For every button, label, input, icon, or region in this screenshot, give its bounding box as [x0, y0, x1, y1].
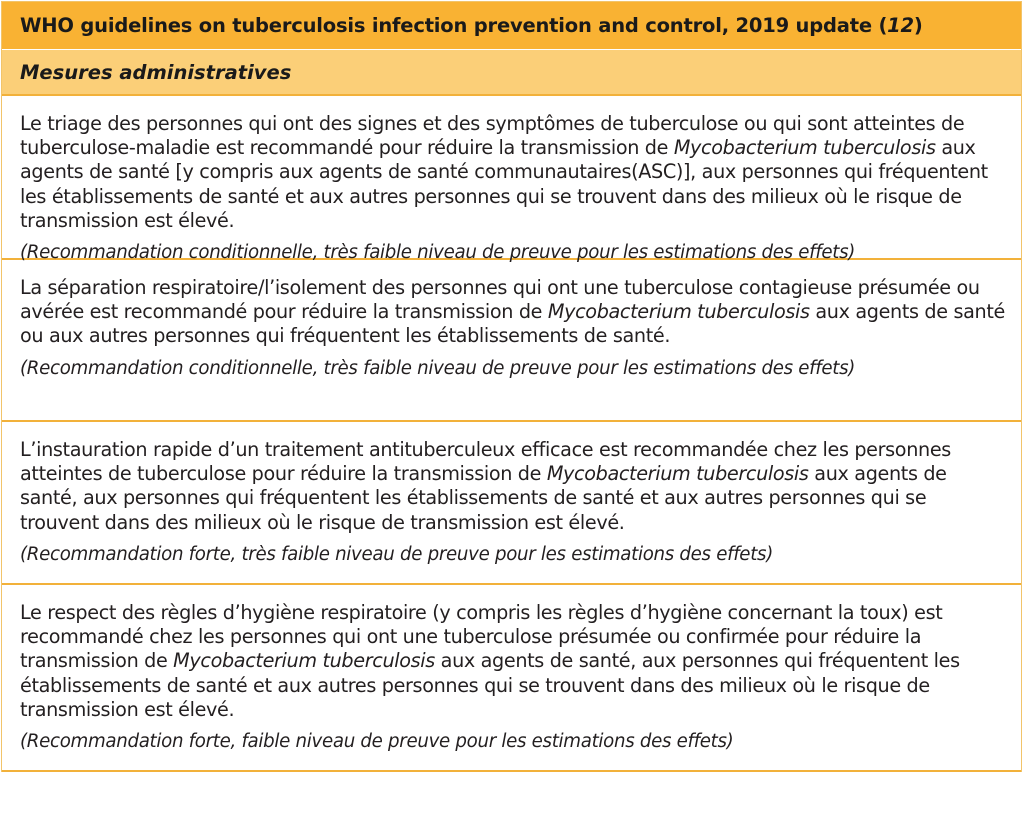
table-title-text: WHO guidelines on tuberculosis infection prevention and control, 2019 update (: [20, 14, 888, 37]
recommendation-text: [20, 438, 1005, 535]
reference-number: 12: [887, 14, 914, 37]
recommendation-text-part: aux agents de santé [y compris aux agents de santé communautaires(ASC)], aux personnes qui fréquentent les établissements de santé et aux autres personnes qui se trouvent dans des milieux où le risque de transmission est élevé.: [20, 136, 988, 232]
recommendation-text: [20, 601, 1005, 722]
organism-name: Mycobacterium tuberculosis: [673, 136, 936, 160]
organism-name: Mycobacterium tuberculosis: [546, 462, 809, 486]
recommendation-grade: (Recommandation conditionnelle, très faible niveau de preuve pour les estimations des effets): [20, 242, 856, 264]
recommendation-grade: (Recommandation forte, très faible niveau de preuve pour les estimations des effets): [20, 543, 774, 565]
organism-name: Mycobacterium tuberculosis: [173, 649, 435, 673]
recommendation-grade: (Recommandation conditionnelle, très faible niveau de preuve pour les estimations des effets): [20, 357, 856, 379]
recommendation-text-part: La séparation respiratoire/l’isolement des personnes qui ont une tuberculose contagieuse présumée ou avérée est recommandé pour réduire la transmission de: [20, 276, 980, 324]
recommendation-grade: (Recommandation forte, faible niveau de preuve pour les estimations des effets): [20, 731, 734, 753]
recommendation-text: [20, 112, 1005, 233]
table-title-close: ): [913, 14, 923, 37]
recommendation-text-part: Le triage des personnes qui ont des signes et des symptômes de tuberculose ou qui sont atteintes de tuberculose-maladie est recommandé pour réduire la transmission de: [20, 112, 965, 160]
recommendation-3: [2, 422, 1021, 585]
section-heading: [2, 49, 1021, 96]
organism-name: Mycobacterium tuberculosis: [547, 300, 810, 324]
recommendation-text-part: aux agents de santé, aux personnes qui fréquentent les établissements de santé et aux autres personnes qui se trouvent dans des milieux où le risque de transmission est élevé.: [20, 462, 947, 534]
section-heading-text: Mesures administratives: [20, 60, 292, 84]
recommendation-2: [2, 260, 1021, 422]
recommendation-4: [2, 585, 1021, 772]
recommendation-1: [2, 96, 1021, 264]
recommendation-text-part: aux agents de santé, aux personnes qui fréquentent les établissements de santé et aux autres personnes qui se trouvent dans des milieux où le risque de transmission est élevé.: [20, 649, 960, 721]
table-title: [2, 1, 1021, 49]
recommendation-text: [20, 276, 1005, 349]
recommendation-text-part: Le respect des règles d’hygiène respiratoire (y compris les règles d’hygiène concernant la toux) est recommandé chez les personnes qui ont une tuberculose présumée ou confirmée pour réduire la transmission de: [20, 601, 943, 673]
guideline-table: [1, 1, 1022, 772]
recommendation-text-part: aux agents de santé ou aux autres personnes qui fréquentent les établissements de santé.: [20, 300, 1005, 348]
recommendation-text-part: L’instauration rapide d’un traitement antituberculeux efficace est recommandée chez les personnes atteintes de tuberculose pour réduire la transmission de: [20, 438, 951, 486]
